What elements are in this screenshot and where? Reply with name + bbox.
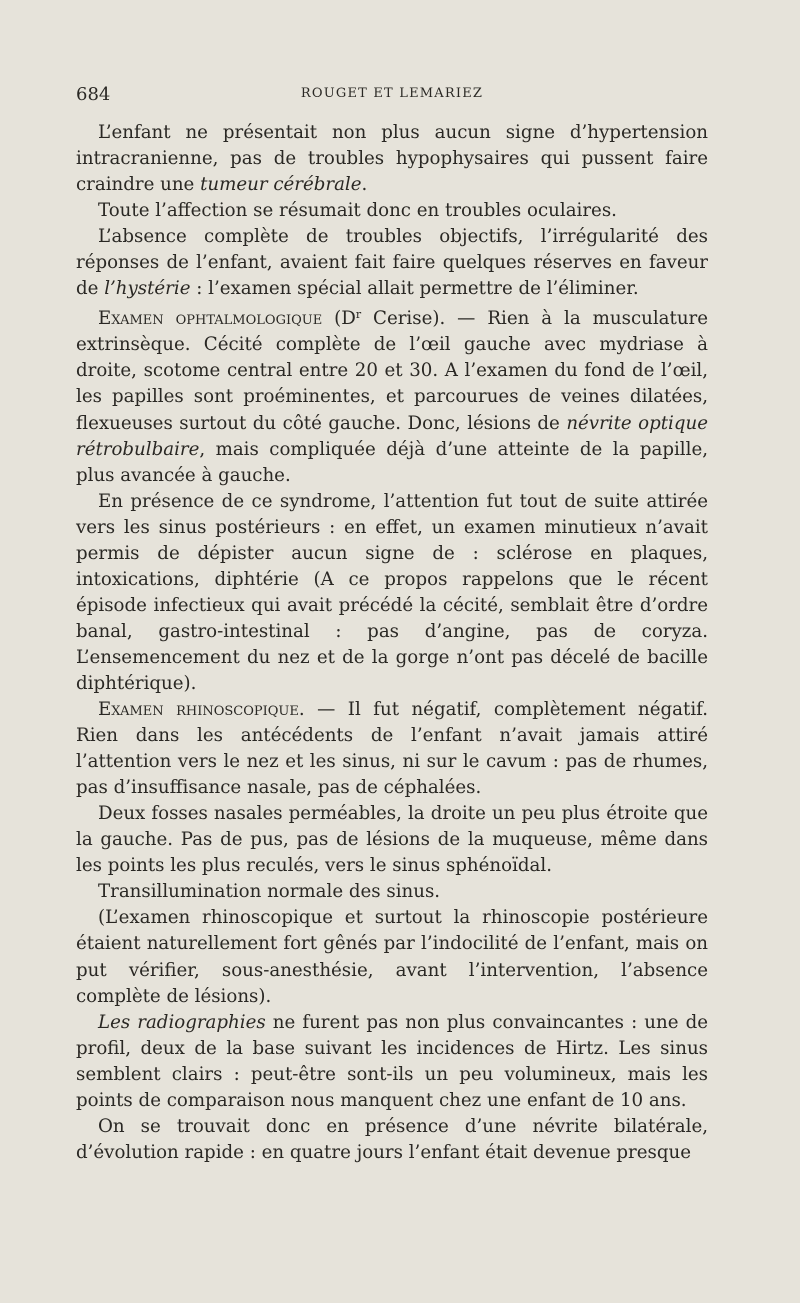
text-run: . [361, 174, 368, 196]
text-run: L’absence complète de troubles objectifs, l’irrégularité des réponses de l’enfant, avaient fait faire quelques réserves en faveur de [76, 226, 708, 300]
text-run: . — Il fut négatif, complètement négatif. Rien dans les antécédents de l’enfant n’avait jamais attiré l’attention vers le nez et les sinus, ni sur le cavum : pas de rhumes, pas d’insuffisance nasale, pas de céphalées. [76, 699, 708, 799]
paragraph: Transillumination normale des sinus. [98, 881, 441, 903]
text-run: : l’examen spécial allait permettre de l’éliminer. [190, 278, 639, 300]
section-heading: Examen rhinoscopique [98, 699, 299, 721]
paragraph: En présence de ce syndrome, l’attention fut tout de suite attirée vers les sinus postérieurs : en effet, un examen minutieux n’avait permis de dépister aucun signe de : sclérose en plaques, intoxications, diphtérie (A ce propos rappelons que le récent épisode infectieux qui avait précédé la cécité, semblait être d’ordre banal, gastro-intestinal : pas d’angine, pas de coryza. L’ensemencement du nez et de la gorge n’ont pas décelé de bacille diphtérique). [76, 490, 708, 694]
paragraph: On se trouvait donc en présence d’une névrite bilatérale, d’évolution rapide : en quatre jours l’enfant était devenue presque [76, 1115, 708, 1163]
paragraph [76, 302, 708, 488]
paragraph: (L’examen rhinoscopique et surtout la rhinoscopie postérieure étaient naturellement fort gênés par l’indocilité de l’enfant, mais on put vérifier, sous-anesthésie, avant l’intervention, l’absence complète de lésions). [76, 907, 708, 1007]
text-run: , mais compliquée déjà d’une atteinte de la papille, plus avancée à gauche. [76, 438, 708, 486]
body-text [76, 120, 708, 1166]
paragraph [76, 1010, 708, 1114]
paragraph [76, 697, 708, 801]
page-header [76, 84, 708, 108]
paragraph: Deux fosses nasales perméables, la droite un peu plus étroite que la gauche. Pas de pus, pas de lésions de la muqueuse, même dans les points les plus reculés, vers le sinus sphénoïdal. [76, 803, 708, 877]
text-run: Cerise). — Rien à la musculature extrinsèque. Cécité complète de l’œil gauche avec mydriase à droite, scotome central entre 20 et 30. A l’examen du fond de l’œil, les papilles sont proéminentes, et parcourues de veines dilatées, flexueuses surtout du côté gauche. Donc, lésions de [76, 308, 708, 434]
page-number: 684 [76, 84, 111, 105]
emphasis: l’hystérie [104, 278, 191, 300]
section-heading: Examen ophtalmologique [98, 308, 323, 330]
text-run: L’enfant ne présentait non plus aucun signe d’hypertension intracranienne, pas de troubles hypophysaires qui pussent faire craindre une [76, 122, 708, 196]
paragraph: Toute l’affection se résumait donc en troubles oculaires. [98, 200, 617, 222]
text-run: (D [322, 308, 356, 330]
paragraph [76, 224, 708, 302]
text-run: ne furent pas non plus convaincantes : une de profil, deux de la base suivant les incidences de Hirtz. Les sinus semblent clairs : peut-être sont-ils un peu volumineux, mais les points de comparaison nous manquent chez une enfant de 10 ans. [76, 1011, 708, 1111]
emphasis: névrite optique rétrobulbaire [76, 412, 708, 460]
paragraph [76, 120, 708, 198]
emphasis: Les radiographies [98, 1011, 266, 1033]
emphasis: tumeur cérébrale [200, 174, 362, 196]
superscript: r [355, 308, 362, 322]
running-title: ROUGET ET LEMARIEZ [300, 86, 484, 101]
